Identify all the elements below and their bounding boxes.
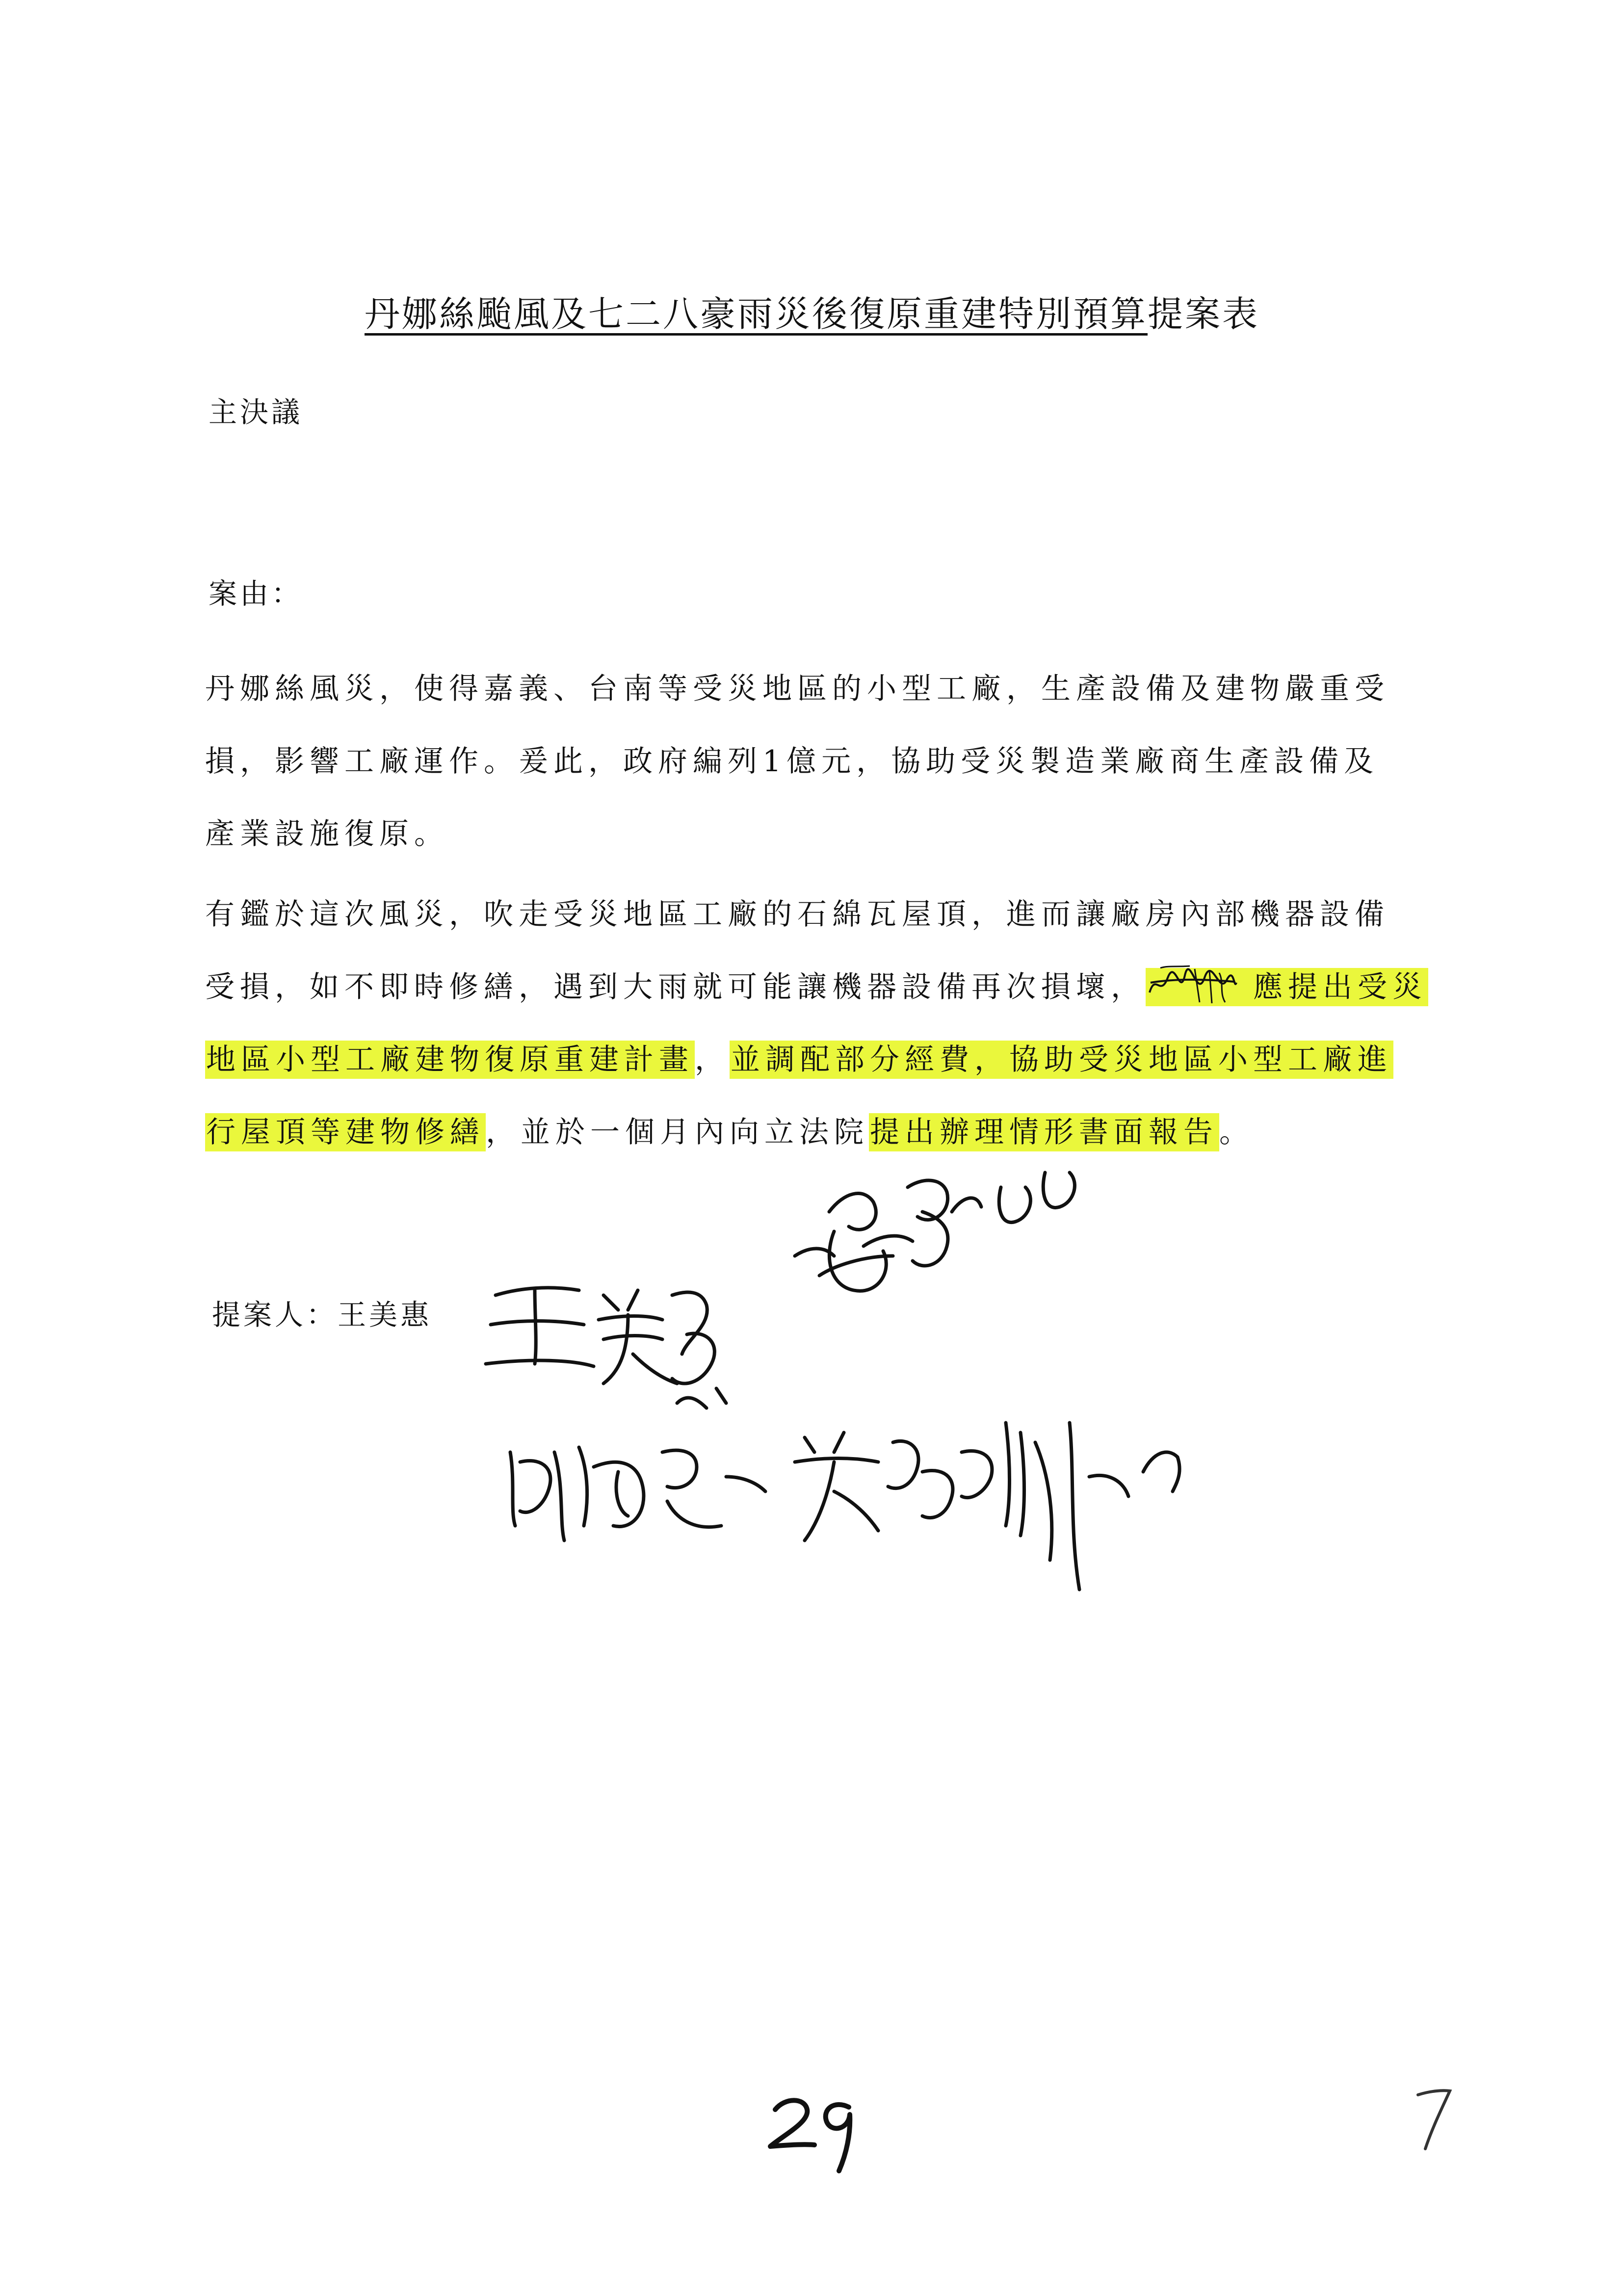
signature-bottom-row — [510, 1423, 1179, 1590]
title-underlined-part: 丹娜絲颱風及七二八豪雨災後復原重建特別預算 — [364, 293, 1148, 335]
signature-proposer — [486, 1288, 726, 1408]
paragraph1-line2: 損，影響工廠運作。爰此，政府編列1億元，協助受災製造業廠商生產設備及 — [205, 744, 1379, 779]
reason-paragraph-2 — [205, 878, 1461, 1169]
paragraph2-line2 — [205, 951, 1461, 1023]
reason-label: 案由： — [209, 577, 303, 610]
paragraph2-line2-plain: 受損，如不即時修繕，遇到大雨就可能讓機器設備再次損壞， — [205, 970, 1146, 1004]
reason-paragraph-1 — [205, 652, 1461, 870]
paragraph2-line3-plain: ， — [695, 1043, 730, 1077]
handwritten-corner-number — [1413, 2085, 1457, 2154]
paragraph2-line3 — [205, 1023, 1461, 1096]
paragraph1-line1: 丹娜絲風災，使得嘉義、台南等受災地區的小型工廠，生產設備及建物嚴重受 — [205, 672, 1389, 706]
paragraph2-line3-highlight-a: 地區小型工廠建物復原重建計畫 — [205, 1041, 695, 1079]
signature-top-right — [795, 1173, 1074, 1291]
proposer-label: 提案人：王美惠 — [212, 1298, 432, 1331]
main-resolution-label: 主決議 — [209, 395, 303, 429]
paragraph2-line1: 有鑑於這次風災，吹走受災地區工廠的石綿瓦屋頂，進而讓廠房內部機器設備 — [205, 897, 1389, 932]
title-suffix: 提案表 — [1148, 293, 1260, 335]
handwritten-scribble — [1146, 963, 1239, 1007]
paragraph2-line3-highlight-b: 並調配部分經費，協助受災地區小型工廠進 — [730, 1041, 1393, 1079]
document-title — [0, 289, 1624, 339]
handwritten-page-number — [765, 2080, 873, 2178]
paragraph2-line2-highlight: 應提出受災 — [1252, 968, 1428, 1006]
struck-handwritten-word — [1146, 968, 1252, 1006]
paragraph2-line4-end: 。 — [1219, 1115, 1254, 1149]
paragraph2-line4 — [205, 1096, 1461, 1169]
paragraph2-line4-highlight-a: 行屋頂等建物修繕 — [205, 1113, 486, 1151]
paragraph2-line4-plain: ，並於一個月內向立法院 — [486, 1115, 869, 1149]
paragraph2-line4-highlight-b: 提出辦理情形書面報告 — [869, 1113, 1219, 1151]
paragraph1-line3: 產業設施復原。 — [205, 817, 449, 851]
